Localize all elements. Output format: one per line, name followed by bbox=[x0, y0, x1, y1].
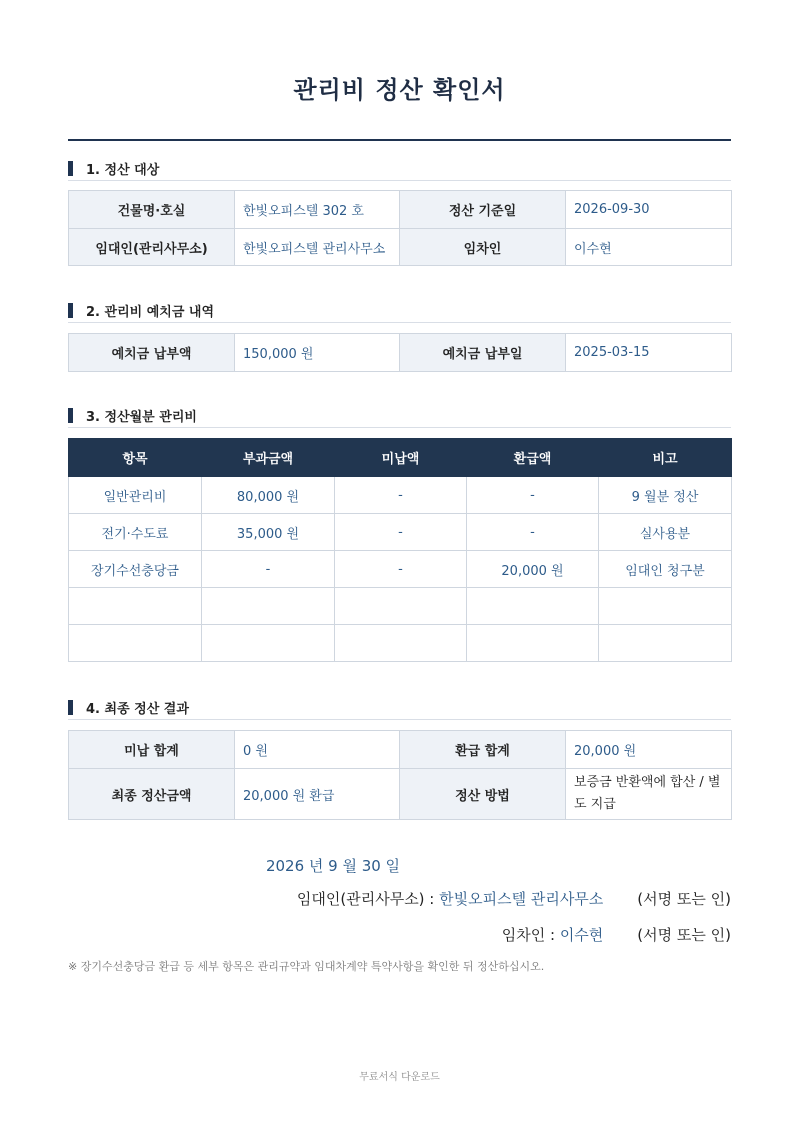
cell-item: 일반관리비 bbox=[69, 477, 202, 514]
target-table bbox=[68, 190, 732, 266]
cell-refund bbox=[467, 625, 599, 662]
section-title: 2. 관리비 예치금 내역 bbox=[86, 305, 215, 320]
lessee-sign-mark: (서명 또는 인) bbox=[637, 926, 731, 944]
column-header-refund: 환급액 bbox=[467, 439, 599, 477]
cell-refund: 20,000 원 bbox=[467, 551, 599, 588]
column-header-charged: 부과금액 bbox=[202, 439, 335, 477]
method-value: 보증금 반환액에 합산 / 별도 지급 bbox=[566, 769, 732, 820]
cell-remark: 9 월분 정산 bbox=[599, 477, 732, 514]
cell-refund: - bbox=[467, 477, 599, 514]
cell-remark: 임대인 청구분 bbox=[599, 551, 732, 588]
building-value: 한빛오피스텔 302 호 bbox=[235, 191, 400, 229]
cell-remark bbox=[599, 625, 732, 662]
lessee-sign-label: 임차인 : bbox=[501, 926, 560, 944]
section-title: 1. 정산 대상 bbox=[86, 163, 160, 178]
cell-unpaid: - bbox=[335, 477, 467, 514]
building-label: 건물명·호실 bbox=[69, 191, 235, 229]
result-table bbox=[68, 730, 732, 820]
deposit-table bbox=[68, 333, 732, 372]
refund-total-label: 환급 합계 bbox=[400, 731, 566, 769]
table-row bbox=[69, 551, 732, 588]
basis-date-label: 정산 기준일 bbox=[400, 191, 566, 229]
section-marker bbox=[68, 408, 73, 423]
unpaid-total-label: 미납 합계 bbox=[69, 731, 235, 769]
column-header-item: 항목 bbox=[69, 439, 202, 477]
lessee-sign-value: 이수현 bbox=[559, 926, 604, 944]
cell-unpaid bbox=[335, 588, 467, 625]
section-header-target bbox=[68, 158, 731, 181]
section-header-result bbox=[68, 697, 731, 720]
basis-date-value: 2026-09-30 bbox=[566, 191, 732, 229]
cell-remark bbox=[599, 588, 732, 625]
refund-total-value: 20,000 원 bbox=[566, 731, 732, 769]
deposit-amount-value: 150,000 원 bbox=[235, 334, 400, 372]
footer-text: 무료서식 다운로드 bbox=[359, 1072, 440, 1083]
document-title: 관리비 정산 확인서 bbox=[293, 76, 506, 104]
cell-refund bbox=[467, 588, 599, 625]
footnote: ※ 장기수선충당금 환급 등 세부 항목은 관리규약과 임대차계약 특약사항을 확인한 뒤 정산하십시오. bbox=[68, 960, 545, 973]
cell-refund: - bbox=[467, 514, 599, 551]
title-divider bbox=[68, 139, 731, 141]
section-title: 4. 최종 정산 결과 bbox=[86, 702, 189, 717]
deposit-amount-label: 예치금 납부액 bbox=[69, 334, 235, 372]
lessor-sign-value: 한빛오피스텔 관리사무소 bbox=[439, 890, 604, 908]
lessee-signature-line bbox=[502, 924, 731, 945]
table-row bbox=[69, 625, 732, 662]
table-row bbox=[69, 514, 732, 551]
lessor-value: 한빛오피스텔 관리사무소 bbox=[235, 229, 400, 266]
cell-item: 전기·수도료 bbox=[69, 514, 202, 551]
column-header-unpaid: 미납액 bbox=[335, 439, 467, 477]
lessee-value: 이수현 bbox=[566, 229, 732, 266]
cell-charged bbox=[202, 588, 335, 625]
cell-remark: 실사용분 bbox=[599, 514, 732, 551]
lessor-sign-mark: (서명 또는 인) bbox=[637, 890, 731, 908]
cell-item bbox=[69, 588, 202, 625]
cell-item bbox=[69, 625, 202, 662]
section-header-fees bbox=[68, 405, 731, 428]
fees-table bbox=[68, 438, 732, 662]
section-marker bbox=[68, 161, 73, 176]
lessor-sign-label: 임대인(관리사무소) : bbox=[296, 890, 440, 908]
section-title: 3. 정산월분 관리비 bbox=[86, 410, 197, 425]
section-header-deposit bbox=[68, 300, 731, 323]
lessor-label: 임대인(관리사무소) bbox=[69, 229, 235, 266]
lessee-label: 임차인 bbox=[400, 229, 566, 266]
section-marker bbox=[68, 303, 73, 318]
cell-charged: 35,000 원 bbox=[202, 514, 335, 551]
deposit-date-value: 2025-03-15 bbox=[566, 334, 732, 372]
cell-charged: 80,000 원 bbox=[202, 477, 335, 514]
final-amount-label: 최종 정산금액 bbox=[69, 769, 235, 820]
method-label: 정산 방법 bbox=[400, 769, 566, 820]
deposit-date-label: 예치금 납부일 bbox=[400, 334, 566, 372]
final-amount-value: 20,000 원 환급 bbox=[235, 769, 400, 820]
unpaid-total-value: 0 원 bbox=[235, 731, 400, 769]
cell-unpaid bbox=[335, 625, 467, 662]
cell-unpaid: - bbox=[335, 551, 467, 588]
table-row bbox=[69, 588, 732, 625]
cell-charged: - bbox=[202, 551, 335, 588]
section-marker bbox=[68, 700, 73, 715]
cell-item: 장기수선충당금 bbox=[69, 551, 202, 588]
lessor-signature-line bbox=[297, 888, 731, 909]
cell-unpaid: - bbox=[335, 514, 467, 551]
table-row bbox=[69, 477, 732, 514]
column-header-remark: 비고 bbox=[599, 439, 732, 477]
issue-date: 2026 년 9 월 30 일 bbox=[265, 857, 401, 875]
cell-charged bbox=[202, 625, 335, 662]
